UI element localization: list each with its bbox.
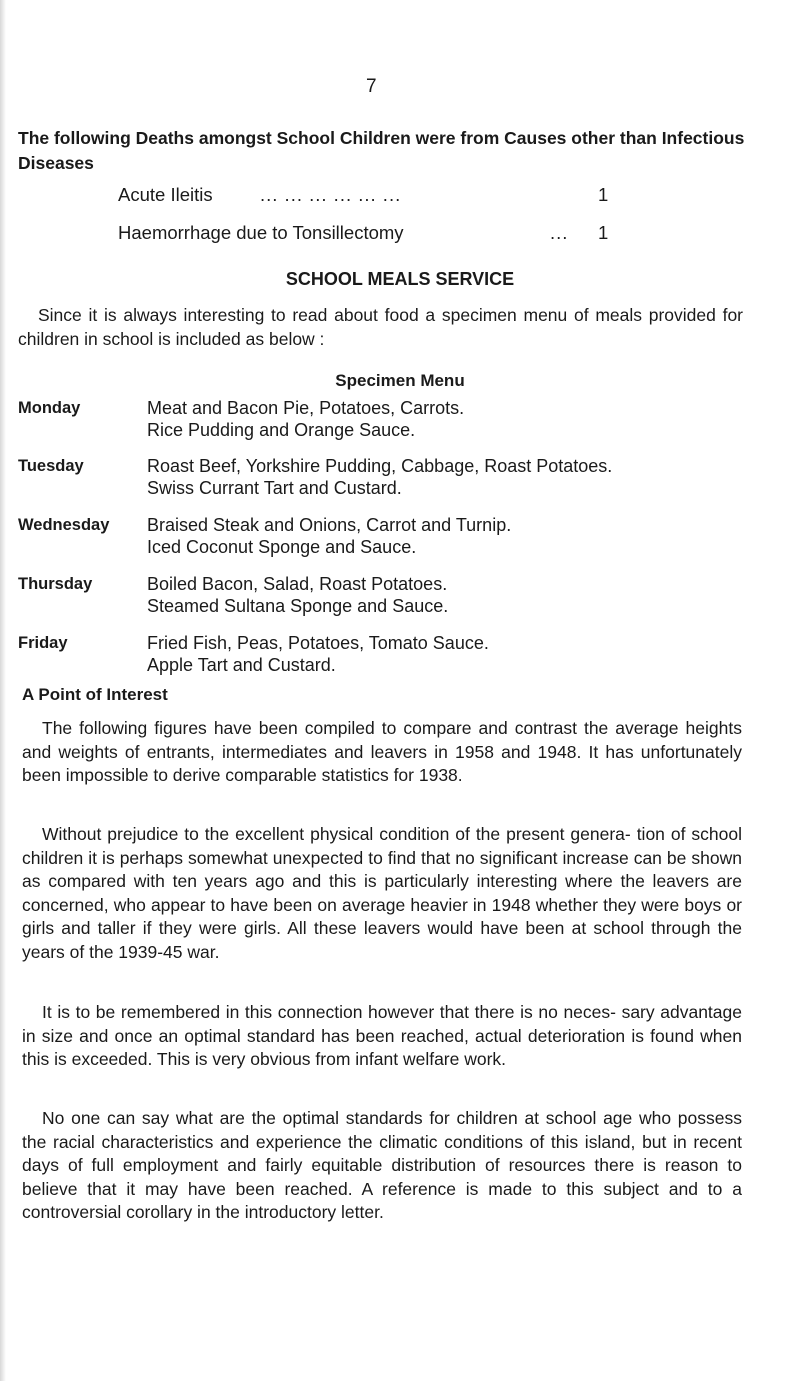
page-edge-shadow — [0, 0, 6, 1381]
meal-line: Fried Fish, Peas, Potatoes, Tomato Sauce. — [147, 633, 489, 653]
menu-day: Friday — [18, 634, 68, 652]
menu-meal — [147, 397, 787, 441]
interest-paragraph: The following figures have been compiled to compare and contrast the average heights and weights of entrants, intermediates and leavers in 1958 and 1948. It has unfortunately been impossible to derive comparable statistics for 1938. — [22, 718, 742, 785]
cause-name: Haemorrhage due to Tonsillectomy — [118, 222, 404, 243]
menu-meal — [147, 514, 787, 558]
meal-line: Roast Beef, Yorkshire Pudding, Cabbage, Roast Potatoes. — [147, 456, 613, 476]
leader-dots: ... ... ... ... ... ... — [260, 184, 402, 205]
cause-name: Acute Ileitis — [118, 184, 213, 205]
menu-title: Specimen Menu — [335, 371, 465, 390]
page-number: 7 — [366, 76, 377, 97]
interest-paragraph: It is to be remembered in this connection however that there is no neces- sary advantage in size and once an optimal standard has been reached, actual deterioration is found when this is exceeded. This is very obvious from infant welfare work. — [22, 1002, 742, 1069]
cause-count: 1 — [598, 184, 609, 205]
cause-count: 1 — [598, 222, 609, 243]
point-of-interest-heading: A Point of Interest — [22, 685, 168, 704]
deaths-heading: The following Deaths amongst School Children were from Causes other than Infectious Diseases — [18, 128, 745, 173]
meal-line: Swiss Currant Tart and Custard. — [147, 478, 402, 498]
meal-line: Meat and Bacon Pie, Potatoes, Carrots. — [147, 398, 465, 418]
cause-row — [118, 222, 609, 244]
menu-day: Wednesday — [18, 516, 110, 534]
menu-day: Monday — [18, 399, 81, 417]
meal-line: Apple Tart and Custard. — [147, 655, 336, 675]
menu-day: Tuesday — [18, 457, 84, 475]
interest-paragraph: Without prejudice to the excellent physical condition of the present genera- tion of school children it is perhaps somewhat unexpected to find that no significant increase can be shown as compared with ten years ago and this is particularly interesting where the leavers are concerned, who appear to have been on average heavier in 1948 whether they were boys or girls and taller if they were girls. All these leavers would have been at school through the years of the 1939-45 war. — [22, 824, 742, 962]
section-title-school-meals: SCHOOL MEALS SERVICE — [285, 269, 515, 289]
meal-line: Rice Pudding and Orange Sauce. — [147, 420, 416, 440]
menu-meal — [147, 573, 787, 617]
meal-line: Steamed Sultana Sponge and Sauce. — [147, 596, 449, 616]
meal-line: Braised Steak and Onions, Carrot and Turnip. — [147, 515, 512, 535]
menu-meal — [147, 455, 787, 499]
meal-line: Boiled Bacon, Salad, Roast Potatoes. — [147, 574, 448, 594]
menu-meal — [147, 632, 787, 676]
meals-intro-paragraph: Since it is always interesting to read about food a specimen menu of meals provided for children in school is included as below : — [18, 305, 743, 349]
cause-row — [118, 184, 609, 206]
menu-day: Thursday — [18, 575, 93, 593]
interest-paragraph: No one can say what are the optimal standards for children at school age who possess the racial characteristics and experience the climatic conditions of this island, but in recent days of full employment and fairly equitable distribution of resources there is reason to believe that it may have been reached. A reference is made to this subject and to a controversial corollary in the introductory letter. — [22, 1108, 742, 1222]
leader-dots: ... — [550, 222, 569, 243]
meal-line: Iced Coconut Sponge and Sauce. — [147, 537, 417, 557]
